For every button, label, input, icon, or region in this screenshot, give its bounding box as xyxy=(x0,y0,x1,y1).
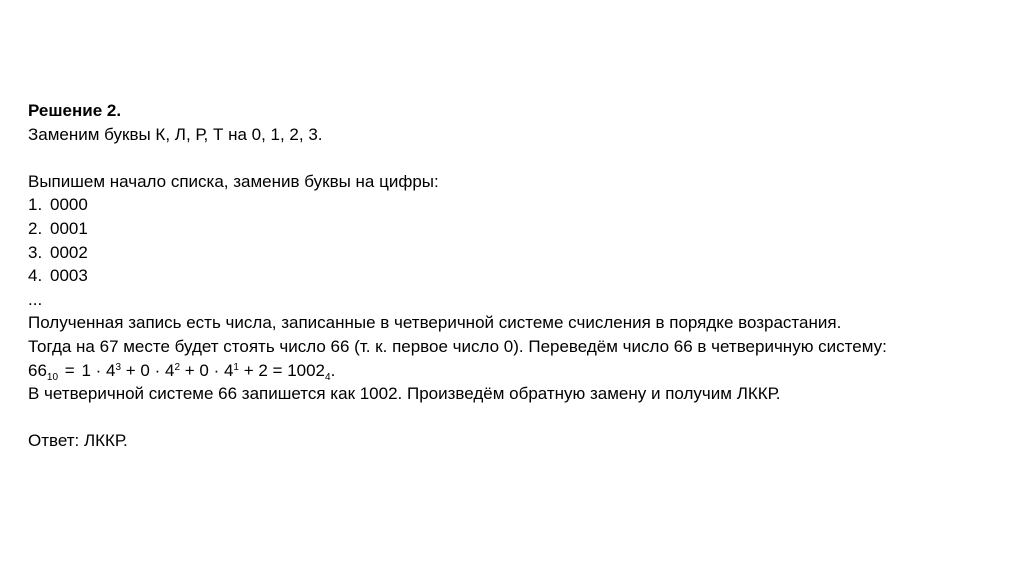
equation-exponent-2: 2 xyxy=(174,361,181,373)
paragraph-2: Тогда на 67 месте будет стоять число 66 (т. к. первое число 0). Переведём число 66 в четверичную систему: xyxy=(28,336,887,356)
list-intro-line: Выпишем начало списка, заменив буквы на цифры: xyxy=(28,171,439,191)
list-item-value: 0003 xyxy=(50,266,88,286)
equation-term-4: + 2 = 1002 xyxy=(243,360,326,380)
list-item-number: 1. xyxy=(28,195,43,215)
equation-base-number: 66 xyxy=(28,360,47,380)
list-item-value: 0001 xyxy=(50,218,88,238)
equation-exponent-3: 1 xyxy=(233,361,239,373)
list-item-value: 0002 xyxy=(50,242,88,262)
equation-equals: = xyxy=(64,360,75,380)
paragraph-1: Полученная запись есть числа, записанные в четверичной системе счисления в порядке возрастания. xyxy=(28,313,842,333)
blank-line xyxy=(28,406,988,430)
list-item xyxy=(28,241,988,265)
equation-end: . xyxy=(330,360,336,380)
list-item-value: 0000 xyxy=(50,195,88,215)
conversion-equation xyxy=(28,359,988,383)
list-item xyxy=(28,217,988,241)
list-item xyxy=(28,264,988,288)
solution-text xyxy=(28,99,988,453)
list-item-number: 4. xyxy=(28,266,43,286)
equation-term-1: 1 · 4 xyxy=(81,360,116,380)
equation-term-2: + 0 · 4 xyxy=(125,360,175,380)
blank-line xyxy=(28,146,988,170)
list-item xyxy=(28,193,988,217)
paragraph-3: В четверичной системе 66 запишется как 1002. Произведём обратную замену и получим ЛККР. xyxy=(28,384,781,404)
equation-term-3: + 0 · 4 xyxy=(184,360,234,380)
equation-base-subscript: 10 xyxy=(46,371,59,383)
answer-line: Ответ: ЛККР. xyxy=(28,431,128,451)
intro-line: Заменим буквы К, Л, Р, Т на 0, 1, 2, 3. xyxy=(28,124,323,144)
list-item-number: 2. xyxy=(28,218,43,238)
solution-title: Решение 2. xyxy=(28,101,122,120)
equation-result-subscript: 4 xyxy=(325,371,331,383)
list-item-number: 3. xyxy=(28,242,43,262)
ellipsis-line: ... xyxy=(28,289,43,309)
equation-exponent-1: 3 xyxy=(115,361,122,373)
